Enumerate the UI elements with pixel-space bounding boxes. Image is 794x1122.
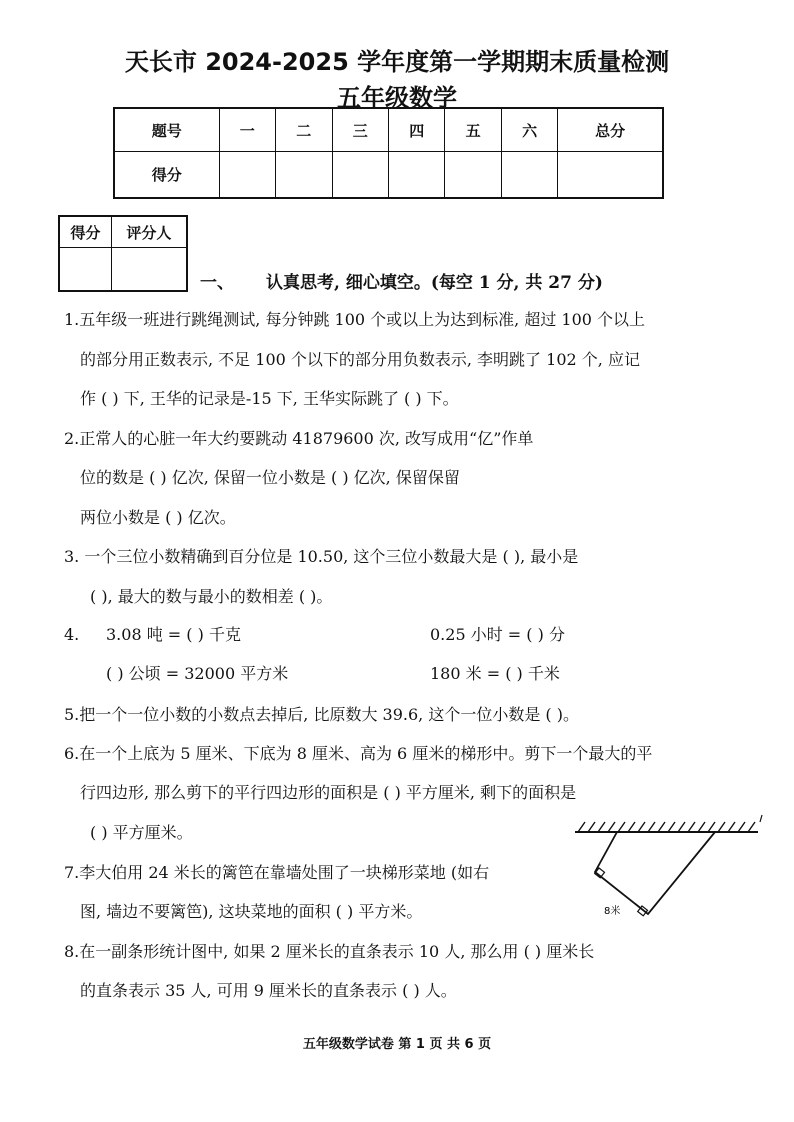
score-blank <box>276 152 332 199</box>
question-3-line-1: 3. 一个三位小数精确到百分位是 10.50, 这个三位小数最大是 ( ), 最小是 <box>64 547 579 566</box>
page-footer: 五年级数学试卷 第 1 页 共 6 页 <box>302 1037 492 1052</box>
question-6-line-3: ( ) 平方厘米。 <box>90 823 193 842</box>
score-cell-5: 五 <box>445 108 501 152</box>
question-7-line-2: 图, 墙边不要篱笆), 这块菜地的面积 ( ) 平方米。 <box>80 902 423 921</box>
section-title: 认真思考, 细心填空。(每空 1 分, 共 27 分) <box>266 273 603 293</box>
question-4-part-b: 0.25 小时 = ( ) 分 <box>430 625 565 644</box>
grader-blank-row <box>59 248 187 292</box>
score-cell-6: 六 <box>501 108 557 152</box>
question-2-line-2: 位的数是 ( ) 亿次, 保留一位小数是 ( ) 亿次, 保留保留 <box>80 468 460 487</box>
question-1-line-1: 1.五年级一班进行跳绳测试, 每分钟跳 100 个或以上为达到标准, 超过 100 个以上 <box>64 310 646 329</box>
score-blank <box>219 152 275 199</box>
question-7-line-1: 7.李大伯用 24 米长的篱笆在靠墙处围了一块梯形菜地 (如右 <box>64 863 490 882</box>
grader-table <box>58 215 188 292</box>
score-table <box>113 107 664 199</box>
question-8-line-2: 的直条表示 35 人, 可用 9 厘米长的直条表示 ( ) 人。 <box>80 981 457 1000</box>
score-row-label: 得分 <box>114 152 219 199</box>
question-1-line-3: 作 ( ) 下, 王华的记录是-15 下, 王华实际跳了 ( ) 下。 <box>80 389 459 408</box>
question-6-line-1: 6.在一个上底为 5 厘米、下底为 8 厘米、高为 6 厘米的梯形中。剪下一个最大的平 <box>64 744 653 763</box>
trapezoid-outline <box>595 832 715 914</box>
score-blank <box>558 152 663 199</box>
question-8-line-1: 8.在一副条形统计图中, 如果 2 厘米长的直条表示 10 人, 那么用 ( ) 厘米长 <box>64 942 595 961</box>
question-3-line-2: ( ), 最大的数与最小的数相差 ( )。 <box>90 587 333 606</box>
wall-end-mark <box>760 815 762 822</box>
score-blank <box>501 152 557 199</box>
grader-name-label: 评分人 <box>111 216 187 248</box>
score-cell-total: 总分 <box>558 108 663 152</box>
exam-subtitle: 五年级数学 <box>337 84 457 112</box>
section-number: 一、 <box>200 273 234 293</box>
grader-header-row <box>59 216 187 248</box>
question-4-part-d: 180 米 = ( ) 千米 <box>430 664 560 683</box>
grader-blank <box>59 248 111 292</box>
section-heading <box>200 268 603 293</box>
score-blank <box>388 152 444 199</box>
question-2-line-3: 两位小数是 ( ) 亿次。 <box>80 508 236 527</box>
score-blank <box>445 152 501 199</box>
question-4-part-c: ( ) 公顷 = 32000 平方米 <box>106 664 289 683</box>
question-4-number: 4. <box>64 625 80 644</box>
grader-blank <box>111 248 187 292</box>
question-4-part-a: 3.08 吨 = ( ) 千克 <box>106 625 241 644</box>
score-blank <box>332 152 388 199</box>
score-cell-4: 四 <box>388 108 444 152</box>
exam-title: 天长市 2024-2025 学年度第一学期期末质量检测 <box>124 48 670 76</box>
wall-hatching <box>578 822 755 832</box>
question-5-line-1: 5.把一个一位小数的小数点去掉后, 比原数大 39.6, 这个一位小数是 ( )。 <box>64 705 579 724</box>
score-cell-1: 一 <box>219 108 275 152</box>
score-table-header-row <box>114 108 663 152</box>
side-length-label: 8米 <box>604 906 621 917</box>
trapezoid-garden-figure <box>570 810 770 925</box>
grader-score-label: 得分 <box>59 216 111 248</box>
question-6-line-2: 行四边形, 那么剪下的平行四边形的面积是 ( ) 平方厘米, 剩下的面积是 <box>80 783 577 802</box>
question-2-line-1: 2.正常人的心脏一年大约要跳动 41879600 次, 改写成用“亿”作单 <box>64 429 534 448</box>
score-cell-label: 题号 <box>114 108 219 152</box>
score-table-score-row <box>114 152 663 199</box>
score-cell-2: 二 <box>276 108 332 152</box>
score-cell-3: 三 <box>332 108 388 152</box>
question-1-line-2: 的部分用正数表示, 不足 100 个以下的部分用负数表示, 李明跳了 102 个, 应记 <box>80 350 640 369</box>
